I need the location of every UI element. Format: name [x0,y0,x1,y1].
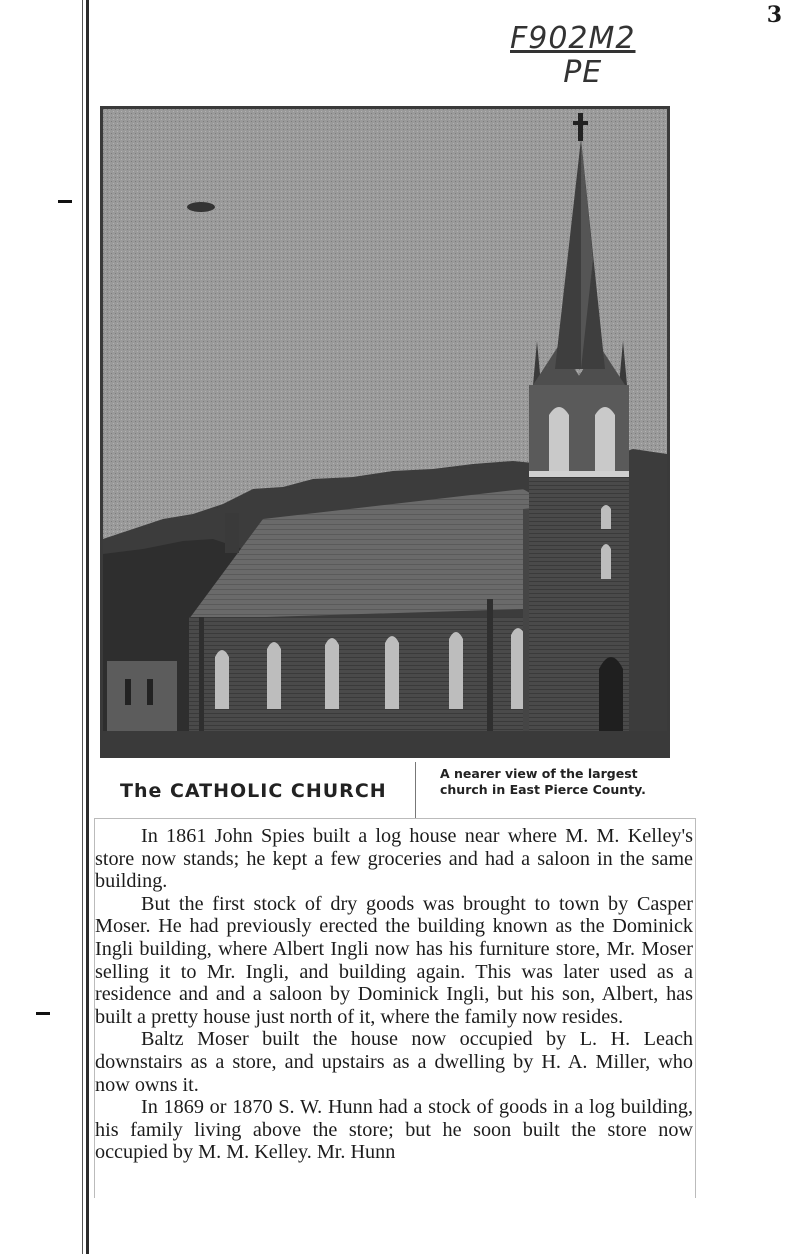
scan-mark [36,1012,50,1015]
scan-mark [58,200,72,203]
caption-description: A nearer view of the largest church in East Pierce County. [440,766,646,797]
photo-caption [100,760,675,820]
handwritten-catalog-note [510,22,636,90]
handwritten-note-line-1: F902M2 [510,21,636,56]
article-clipping [94,818,696,1198]
handwritten-note-line-2: PE [563,55,603,90]
caption-title: The CATHOLIC CHURCH [120,780,387,802]
page-edge-rule-outer [82,0,83,1254]
caption-divider [415,762,416,818]
article-paragraph: Baltz Moser built the house now occupied by L. H. Leach downstairs as a store, and upstairs as a dwelling by H. A. Miller, who now owns it. [95,1028,693,1096]
page-number: 3 [766,2,782,28]
article-paragraph: In 1861 John Spies built a log house near where M. M. Kelley's store now stands; he kept a few groceries and had a saloon in the same building. [95,825,693,893]
article-paragraph: But the first stock of dry goods was brought to town by Casper Moser. He had previously erected the building known as the Dominick Ingli building, where Albert Ingli now has his furniture store, Mr. Moser selling it to Mr. Ingli, and building again. This was later used as a residence and and a saloon by Dominick Ingli, but his son, Albert, has built a pretty house just north of it, where the family now resides. [95,892,693,1028]
article-body [95,825,693,1164]
church-illustration [103,109,667,755]
church-photograph [100,106,670,758]
page-edge-rule [86,0,89,1254]
article-paragraph: In 1869 or 1870 S. W. Hunn had a stock of goods in a log building, his family living above the store; but he soon built the store now occupied by M. M. Kelley. Mr. Hunn [95,1096,693,1164]
